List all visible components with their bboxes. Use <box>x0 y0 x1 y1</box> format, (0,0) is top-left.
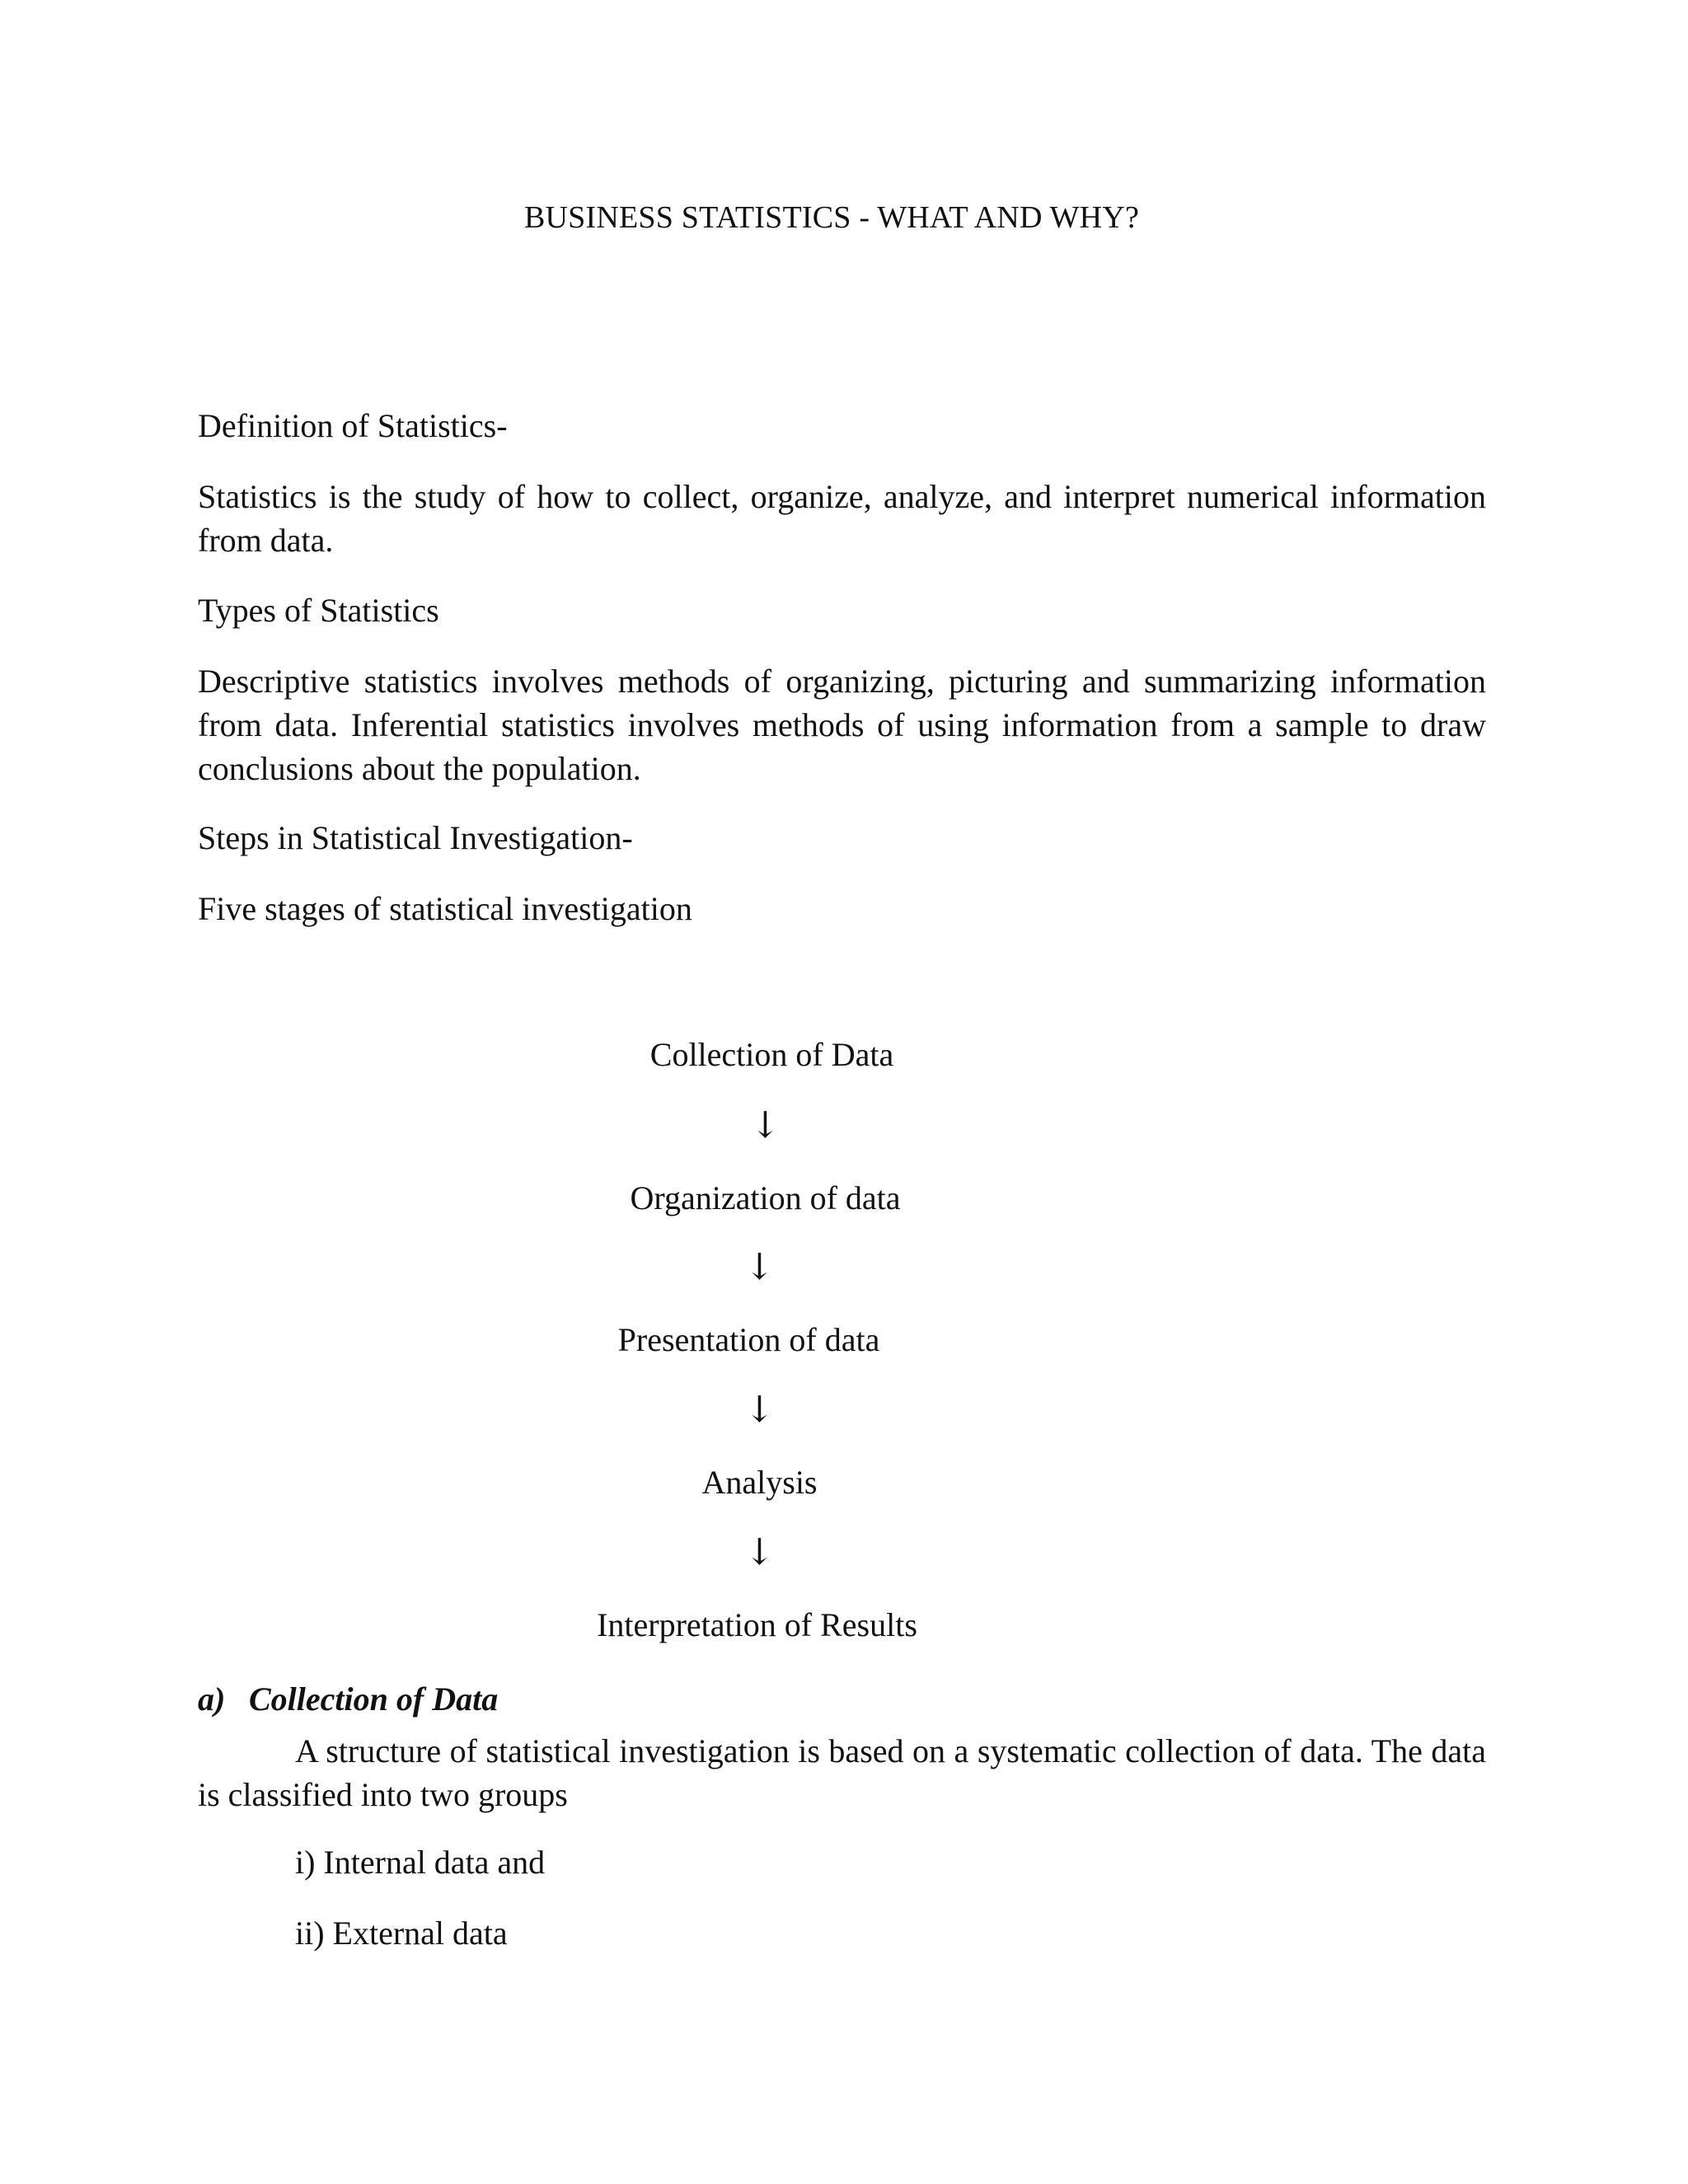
page-title: BUSINESS STATISTICS - WHAT AND WHY? <box>523 200 1140 235</box>
steps-heading: Steps in Statistical Investigation- <box>198 819 633 856</box>
section-a-title: Collection of Data <box>249 1680 499 1718</box>
list-item-internal: i) Internal data and <box>295 1844 546 1881</box>
definition-paragraph: Statistics is the study of how to collect, organize, analyze, and interpret numerical information from data. <box>198 478 1486 559</box>
stages-intro: Five stages of statistical investigation <box>198 890 692 927</box>
down-arrow-icon: ↓ <box>744 1389 775 1431</box>
flow-stage-collection: Collection of Data <box>649 1036 894 1073</box>
down-arrow-icon: ↓ <box>744 1246 775 1288</box>
down-arrow-icon: ↓ <box>744 1531 775 1573</box>
types-heading: Types of Statistics <box>198 592 439 629</box>
down-arrow-icon: ↓ <box>750 1104 781 1146</box>
section-a-paragraph: A structure of statistical investigation is based on a systematic collection of data. The data is classified into two groups <box>198 1732 1486 1813</box>
flow-stage-analysis: Analysis <box>701 1464 818 1501</box>
section-a-heading <box>198 1680 498 1718</box>
flow-stage-organization: Organization of data <box>630 1179 901 1216</box>
flow-stage-interpretation: Interpretation of Results <box>597 1606 917 1643</box>
types-paragraph: Descriptive statistics involves methods of organizing, picturing and summarizing information from data. Inferential statistics involves methods of using information from a sample to draw conclusions about the population. <box>198 663 1486 787</box>
flow-stage-presentation: Presentation of data <box>617 1321 880 1358</box>
definition-heading: Definition of Statistics- <box>198 407 508 444</box>
list-item-external: ii) External data <box>295 1915 508 1952</box>
section-a-marker: a) <box>198 1680 226 1718</box>
